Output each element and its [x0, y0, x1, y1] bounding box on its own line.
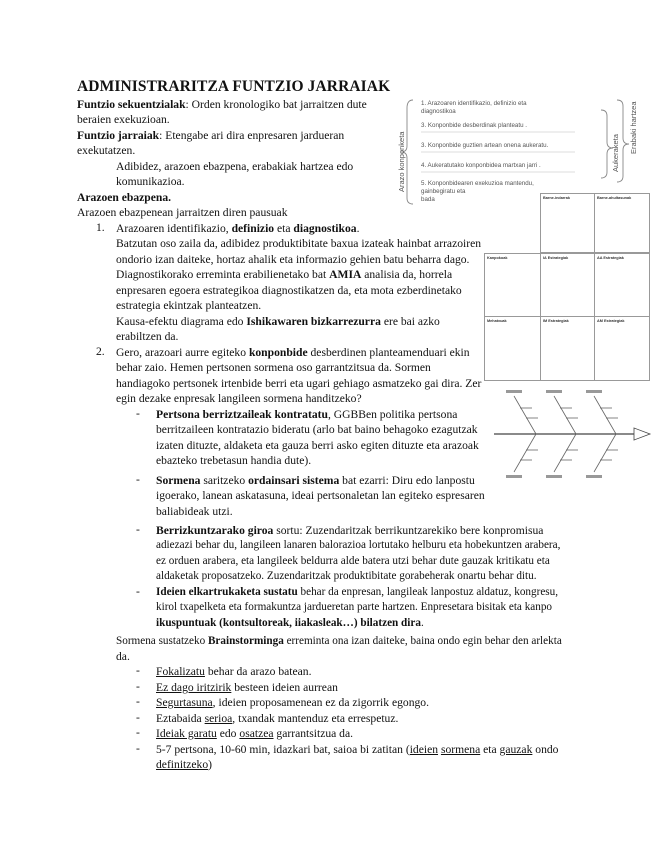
matrix-cell — [540, 316, 595, 381]
brainstorm-item-6-pre: 5-7 pertsona, 10-60 min, idazkari bat, saioa bi zatitan ( — [156, 743, 410, 756]
matrix-aa: AA Estrategiak — [597, 256, 624, 260]
brainstorm-item-2-key: Ez dago iritzirik — [156, 681, 232, 694]
bullet-2-line-2: igoerako, lanean askatasuna, ideai pertsonaletan lan egiteko espresaren — [156, 489, 485, 502]
bullet-2-line-3: baliabideak utzi. — [156, 505, 233, 518]
step-1-ishikawa: Ishikawaren bizkarrezurra — [246, 315, 381, 328]
step-1-title-a: Arazoaren identifikazio, — [116, 222, 229, 235]
brainstorm-line-1 — [116, 634, 562, 650]
def-continuous-cont: exekutatzen. — [77, 144, 136, 157]
bullet-1-rest: , GGBBen politika pertsona — [327, 408, 458, 421]
brainstorm-item-5-mid: edo — [216, 727, 240, 740]
figure-step: diagnostikoa — [421, 108, 456, 115]
brainstorm-item-6-close: ) — [208, 758, 213, 771]
step-1-line-7 — [116, 314, 440, 330]
term-sequential: Funtzio sekuentzialak — [77, 98, 186, 111]
bullet-1-line-4: ebazteko trebetasun handia dute). — [156, 454, 312, 467]
brainstorm-item-6-key-3: gauzak — [499, 743, 533, 756]
bullet-2-mid: saritzeko — [200, 474, 249, 487]
step-1-line-4 — [116, 267, 452, 283]
figure-step: bada — [421, 196, 435, 203]
matrix-cell — [594, 193, 650, 253]
matrix-ia: IA Estrategiak — [543, 256, 569, 260]
matrix-row-2-label: Mehatxuak — [487, 319, 507, 323]
brainstorm-item-4 — [156, 711, 398, 727]
brainstorm-item-1 — [156, 664, 311, 680]
brainstorm-item-5-key-2: osatzea — [239, 727, 274, 740]
bullet-dash: - — [136, 711, 140, 724]
fishbone-diagram — [484, 384, 654, 484]
bullet-1-term: Pertsona berriztzaileak kontratatu — [156, 408, 328, 421]
step-2-solution: konponbide — [248, 346, 308, 359]
page-title: ADMINISTRARITZA FUNTZIO JARRAIAK — [77, 78, 391, 95]
figure-step: 5. Konponbidearen exekuzioa mantendu, — [421, 180, 534, 187]
step-1-diagnosis: diagnostikoa — [293, 222, 357, 235]
bullet-1-line-2: berritzaileen kontratazio bideratu (arlo bat baino behagoko ezagutzak — [156, 423, 478, 436]
bullet-4-rest: behar da enpresan, langileak lanpostuz aldatuz, kongresu, — [297, 586, 559, 598]
figure-step: 3. Konponbide guztien artean onena aukeratu. — [421, 142, 549, 149]
bullet-3-line-4: aldaketak proposatzeko. Zuzendaritzak produktibitate gorabeherak onartu behar ditu. — [156, 570, 537, 582]
bullet-4-period: . — [420, 617, 424, 629]
brainstorm-item-1-key: Fokalizatu — [156, 665, 205, 678]
matrix-am: AM Estrategiak — [597, 319, 625, 323]
bullet-3-line-3: ez orduen arabera, eta langileek beldurra alde batera utzi behar dute gauzak kritikatu eta — [156, 555, 550, 567]
step-2-line-3: handiagoko pertsonek irtenbide berri eta ugari gehiago asmatzeko gai dira. Zer — [116, 377, 482, 390]
term-continuous: Funtzio jarraiak — [77, 129, 160, 142]
brainstorm-item-5-key: Ideiak garatu — [156, 727, 217, 740]
brainstorm-item-4-key: serioa — [204, 712, 233, 725]
brainstorm-line-2: da. — [116, 650, 130, 663]
brainstorm-item-3-rest: , ideien proposamenean ez da zigorrik egongo. — [212, 696, 430, 709]
matrix-header-weaknesses: Barne-ahultasunak — [597, 196, 632, 200]
bullet-4-term: Ideien elkartrukaketa sustatu — [156, 586, 298, 598]
bullet-3-line-2: adiezazi behar du, langileen lanaren balorazioa lortutako helburu eta hobekuntzen arabera, — [156, 539, 561, 551]
matrix-cell — [540, 193, 595, 253]
step-2-number: 2. — [96, 345, 105, 358]
bullet-2-term: Sormena — [156, 474, 201, 487]
bullet-2-term-2: ordainsari sistema — [248, 474, 340, 487]
process-diagram — [395, 94, 655, 206]
step-1-and: eta — [277, 222, 291, 235]
def-continuous — [77, 128, 344, 144]
brainstorm-item-1-rest: behar da arazo batean. — [204, 665, 312, 678]
figure-step: gainbegiratu eta — [421, 188, 466, 195]
brainstorm-item-6-key-4: definitzeko — [156, 758, 209, 771]
step-1-line-7-c: ere bai azko — [383, 315, 440, 328]
matrix-row-1-label: Kanpokoak — [487, 256, 508, 260]
brainstorm-item-5 — [156, 726, 353, 742]
brainstorm-item-6-key: ideien — [409, 743, 439, 756]
brainstorm-item-5-rest: garrantsitzua da. — [273, 727, 354, 740]
bullet-dash: - — [136, 664, 140, 677]
strategy-matrix — [484, 193, 650, 381]
step-1-line-7-a: Kausa-efektu diagrama edo — [116, 315, 244, 328]
def-sequential — [77, 97, 390, 113]
matrix-cell — [484, 316, 541, 381]
right-label-2: Erabaki hartzea — [629, 101, 638, 154]
figure-step: 1. Arazoaren identifikazio, definizio eta — [421, 100, 527, 107]
example-line-2: komunikazioa. — [116, 175, 185, 188]
brainstorm-term: Brainstorminga — [207, 635, 284, 647]
bullet-2-rest: bat ezarri: Diru edo lanpostu — [339, 474, 475, 487]
right-label-1: Aukeraketa — [611, 134, 620, 172]
bullet-1-line-1 — [156, 407, 457, 423]
step-1-line-8: erabiltzen da. — [116, 330, 179, 343]
step-1-definition: definizio — [231, 222, 275, 235]
step-1-number: 1. — [96, 221, 105, 234]
matrix-cell — [540, 253, 595, 317]
brainstorm-item-4-pre: Eztabaida — [156, 712, 205, 725]
def-sequential-text: : Orden kronologiko bat jarraitzen dute — [185, 98, 367, 111]
brainstorm-item-6-mid: eta — [480, 743, 500, 756]
step-1-line-6: estrategia ekintzak planteatzen. — [116, 299, 262, 312]
fishbone-head — [634, 428, 650, 440]
brainstorm-item-3 — [156, 695, 429, 711]
brainstorm-item-4-rest: , txandak mantenduz eta errespetuz. — [232, 712, 399, 725]
bullet-3-line-1 — [156, 523, 543, 539]
bullet-dash: - — [136, 585, 140, 598]
brainstorm-item-6-key-2: sormena — [440, 743, 481, 756]
bullet-4-consultants: (kontsultoreak, iiakasleak…) bilatzen dira — [216, 617, 421, 629]
bullet-dash: - — [136, 726, 140, 739]
step-2-line-1-a: Gero, arazoari aurre egiteko — [116, 346, 247, 359]
step-1-line-2: Batzutan oso zaila da, adibidez produktibitate baxua izateak hainbat arrazoiren — [116, 237, 482, 250]
step-1-line-4-c: analisia da, horrela — [364, 268, 453, 281]
step-1-amia: AMIA — [329, 268, 362, 281]
bullet-4-line-2: kirol txapelketa eta formakuntza jardueretan parte hartzen. Enpresetara bisitak eta kanpo — [156, 601, 553, 613]
section-heading: Arazoen ebazpena. — [77, 191, 172, 204]
bullet-dash: - — [136, 742, 140, 755]
step-2-line-1 — [116, 345, 470, 361]
bullet-dash: - — [136, 523, 140, 536]
step-1-line-5: enpresaren egoera estrategikoa diagnostikatzen da, eta mota ezberdinetako — [116, 284, 462, 297]
bullet-dash: - — [136, 680, 140, 693]
matrix-cell — [594, 316, 650, 381]
brainstorm-item-2-rest: besteen ideien aurrean — [231, 681, 338, 694]
step-2-line-4: egin dezake enpresak langileen sormena handitzeko? — [116, 392, 362, 405]
step-1-title — [116, 221, 359, 237]
brainstorm-c: erreminta ona izan daiteke, baina ondo egin behar den arlekta — [283, 635, 562, 647]
step-1-line-4-a: Diagnostikorako erreminta erabilienetako bat — [116, 268, 327, 281]
example-line-1: Adibidez, arazoen ebazpena, erabakiak hartzea edo — [116, 160, 354, 173]
bullet-dash: - — [136, 473, 140, 486]
figure-step: 3. Konponbide desberdinak planteatu . — [421, 122, 527, 129]
bullet-4-viewpoints: ikuspuntuak — [156, 617, 217, 629]
def-continuous-text: : Etengabe ari dira enpresaren jardueran — [159, 129, 345, 142]
brainstorm-item-3-key: Segurtasuna — [156, 696, 213, 709]
step-1-line-3: ondorio izan daiteke, hortaz ahalik eta informazio gehien batu beharra dago. — [116, 253, 470, 266]
vertical-label: Arazo konponketa — [397, 131, 406, 192]
step-2-line-1-c: desberdinen planteamenduari ekin — [310, 346, 470, 359]
bullet-2-line-1 — [156, 473, 475, 489]
section-lead: Arazoen ebazpenean jarraitzen diren pausuak — [77, 206, 288, 219]
matrix-cell — [484, 253, 541, 317]
matrix-header-strengths: Barne-indarrak — [543, 196, 571, 200]
bullet-1-line-3: izaten dituzte, aldaketa eta gauza berri asko egiten dituzte eta arazoak — [156, 439, 479, 452]
bullet-3-term: Berrizkuntzarako giroa — [156, 524, 274, 537]
bullet-4-line-3 — [156, 616, 424, 632]
brainstorm-item-6-cont — [156, 757, 212, 773]
bullet-dash: - — [136, 407, 140, 420]
brainstorm-item-6 — [156, 742, 558, 758]
matrix-cell — [594, 253, 650, 317]
bullet-dash: - — [136, 695, 140, 708]
step-2-line-2: behar zaio. Hemen pertsonen sormena oso garrantzitsua da. Sormen — [116, 361, 431, 374]
brainstorm-a: Sormena sustatzeko — [116, 635, 208, 647]
step-1-period: . — [356, 222, 360, 235]
figure-step: 4. Aukeratutako konponbidea martxan jarri . — [421, 162, 541, 169]
def-sequential-cont: beraien exekuzioan. — [77, 113, 170, 126]
matrix-im: IM Estrategiak — [543, 319, 569, 323]
bullet-3-rest: sortu: Zuzendaritzak berrikuntzarekiko bere konpromisua — [273, 524, 544, 537]
bullet-4-line-1 — [156, 585, 558, 601]
brainstorm-item-6-rest: ondo — [532, 743, 559, 756]
brainstorm-item-2 — [156, 680, 338, 696]
